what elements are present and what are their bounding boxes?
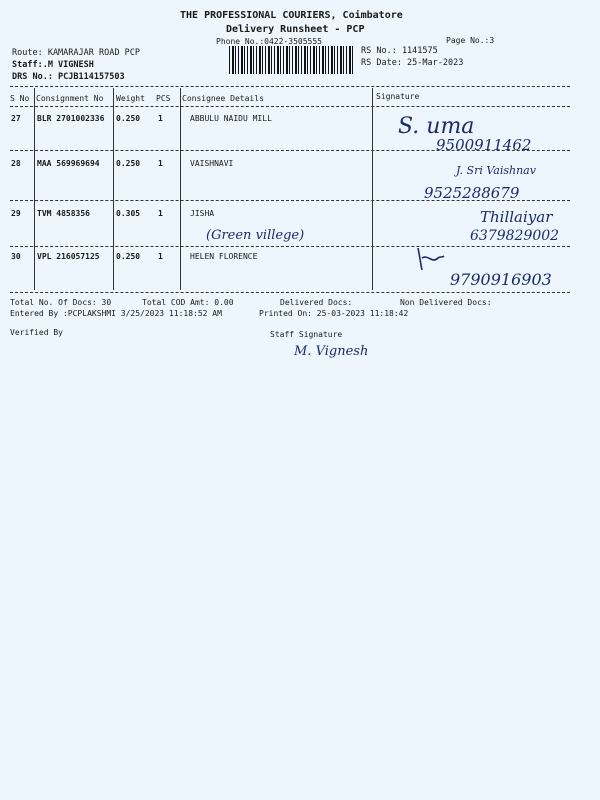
staff-name: Staff:.M VIGNESH: [12, 60, 94, 70]
col-sno: S No: [10, 94, 30, 103]
row-separator: [10, 150, 570, 151]
row-weight: 0.250: [116, 159, 141, 168]
handwritten-phone: 9500911462: [436, 136, 532, 154]
col-consignee: Consignee Details: [182, 94, 264, 103]
staff-handwritten-signature: M. Vignesh: [294, 344, 369, 359]
printed-on: Printed On: 25-03-2023 11:18:42: [259, 309, 409, 318]
row-separator: [10, 200, 570, 201]
non-delivered-docs: Non Delivered Docs:: [400, 298, 492, 307]
row-weight: 0.250: [116, 252, 141, 261]
row-weight: 0.305: [116, 209, 141, 218]
handwritten-signature: S. uma: [398, 114, 475, 139]
handwritten-signature: J. Sri Vaishnav: [456, 164, 536, 177]
row-sno: 27: [11, 114, 21, 123]
col-signature: Signature: [376, 92, 420, 101]
row-consignment: BLR 2701002336: [37, 114, 105, 123]
handwritten-note: (Green villege): [206, 228, 305, 243]
rs-number: RS No.: 1141575: [361, 46, 438, 56]
row-weight: 0.250: [116, 114, 141, 123]
row-sno: 30: [11, 252, 21, 261]
row-pcs: 1: [158, 252, 163, 261]
row-consignment: TVM 4858356: [37, 209, 90, 218]
row-separator: [10, 246, 570, 247]
row-consignee: ABBULU NAIDU MILL: [190, 114, 272, 123]
col-divider: [34, 88, 35, 290]
verified-by: Verified By: [10, 328, 63, 337]
row-consignee: JISHA: [190, 209, 215, 218]
company-name: THE PROFESSIONAL COURIERS, Coimbatore: [180, 10, 403, 21]
handwritten-phone: 9790916903: [450, 270, 552, 289]
table-header-rule: [10, 106, 570, 107]
row-consignment: VPL 216057125: [37, 252, 100, 261]
handwritten-scribble-signature: [412, 244, 446, 274]
col-consignment: Consignment No: [36, 94, 104, 103]
sheet-title: Delivery Runsheet - PCP: [226, 24, 365, 35]
total-cod: Total COD Amt: 0.00: [142, 298, 234, 307]
drs-number: DRS No.: PCJB114157503: [12, 72, 125, 82]
handwritten-phone: 9525288679: [424, 184, 520, 202]
col-divider: [372, 88, 373, 290]
phone-number: Phone No.:0422-3505555: [216, 37, 322, 46]
row-sno: 28: [11, 159, 21, 168]
staff-signature-label: Staff Signature: [270, 330, 343, 339]
total-docs: Total No. Of Docs: 30: [10, 298, 112, 307]
rs-date: RS Date: 25-Mar-2023: [361, 58, 464, 68]
row-consignee: VAISHNAVI: [190, 159, 234, 168]
row-consignment: MAA 569969694: [37, 159, 100, 168]
route: Route: KAMARAJAR ROAD PCP: [12, 48, 140, 58]
barcode: [229, 46, 353, 74]
delivered-docs: Delivered Docs:: [280, 298, 353, 307]
entered-by: Entered By :PCPLAKSHMI 3/25/2023 11:18:52 AM: [10, 309, 222, 318]
row-pcs: 1: [158, 209, 163, 218]
page-number: Page No.:3: [446, 36, 495, 45]
col-weight: Weight: [116, 94, 145, 103]
row-pcs: 1: [158, 114, 163, 123]
row-pcs: 1: [158, 159, 163, 168]
table-top-rule: [10, 86, 570, 87]
col-divider: [180, 88, 181, 290]
table-bottom-rule: [10, 292, 570, 293]
col-pcs: PCS: [156, 94, 171, 103]
handwritten-signature: Thillaiyar: [480, 208, 553, 226]
handwritten-phone: 6379829002: [470, 228, 560, 244]
row-consignee: HELEN FLORENCE: [190, 252, 258, 261]
col-divider: [113, 88, 114, 290]
row-sno: 29: [11, 209, 21, 218]
